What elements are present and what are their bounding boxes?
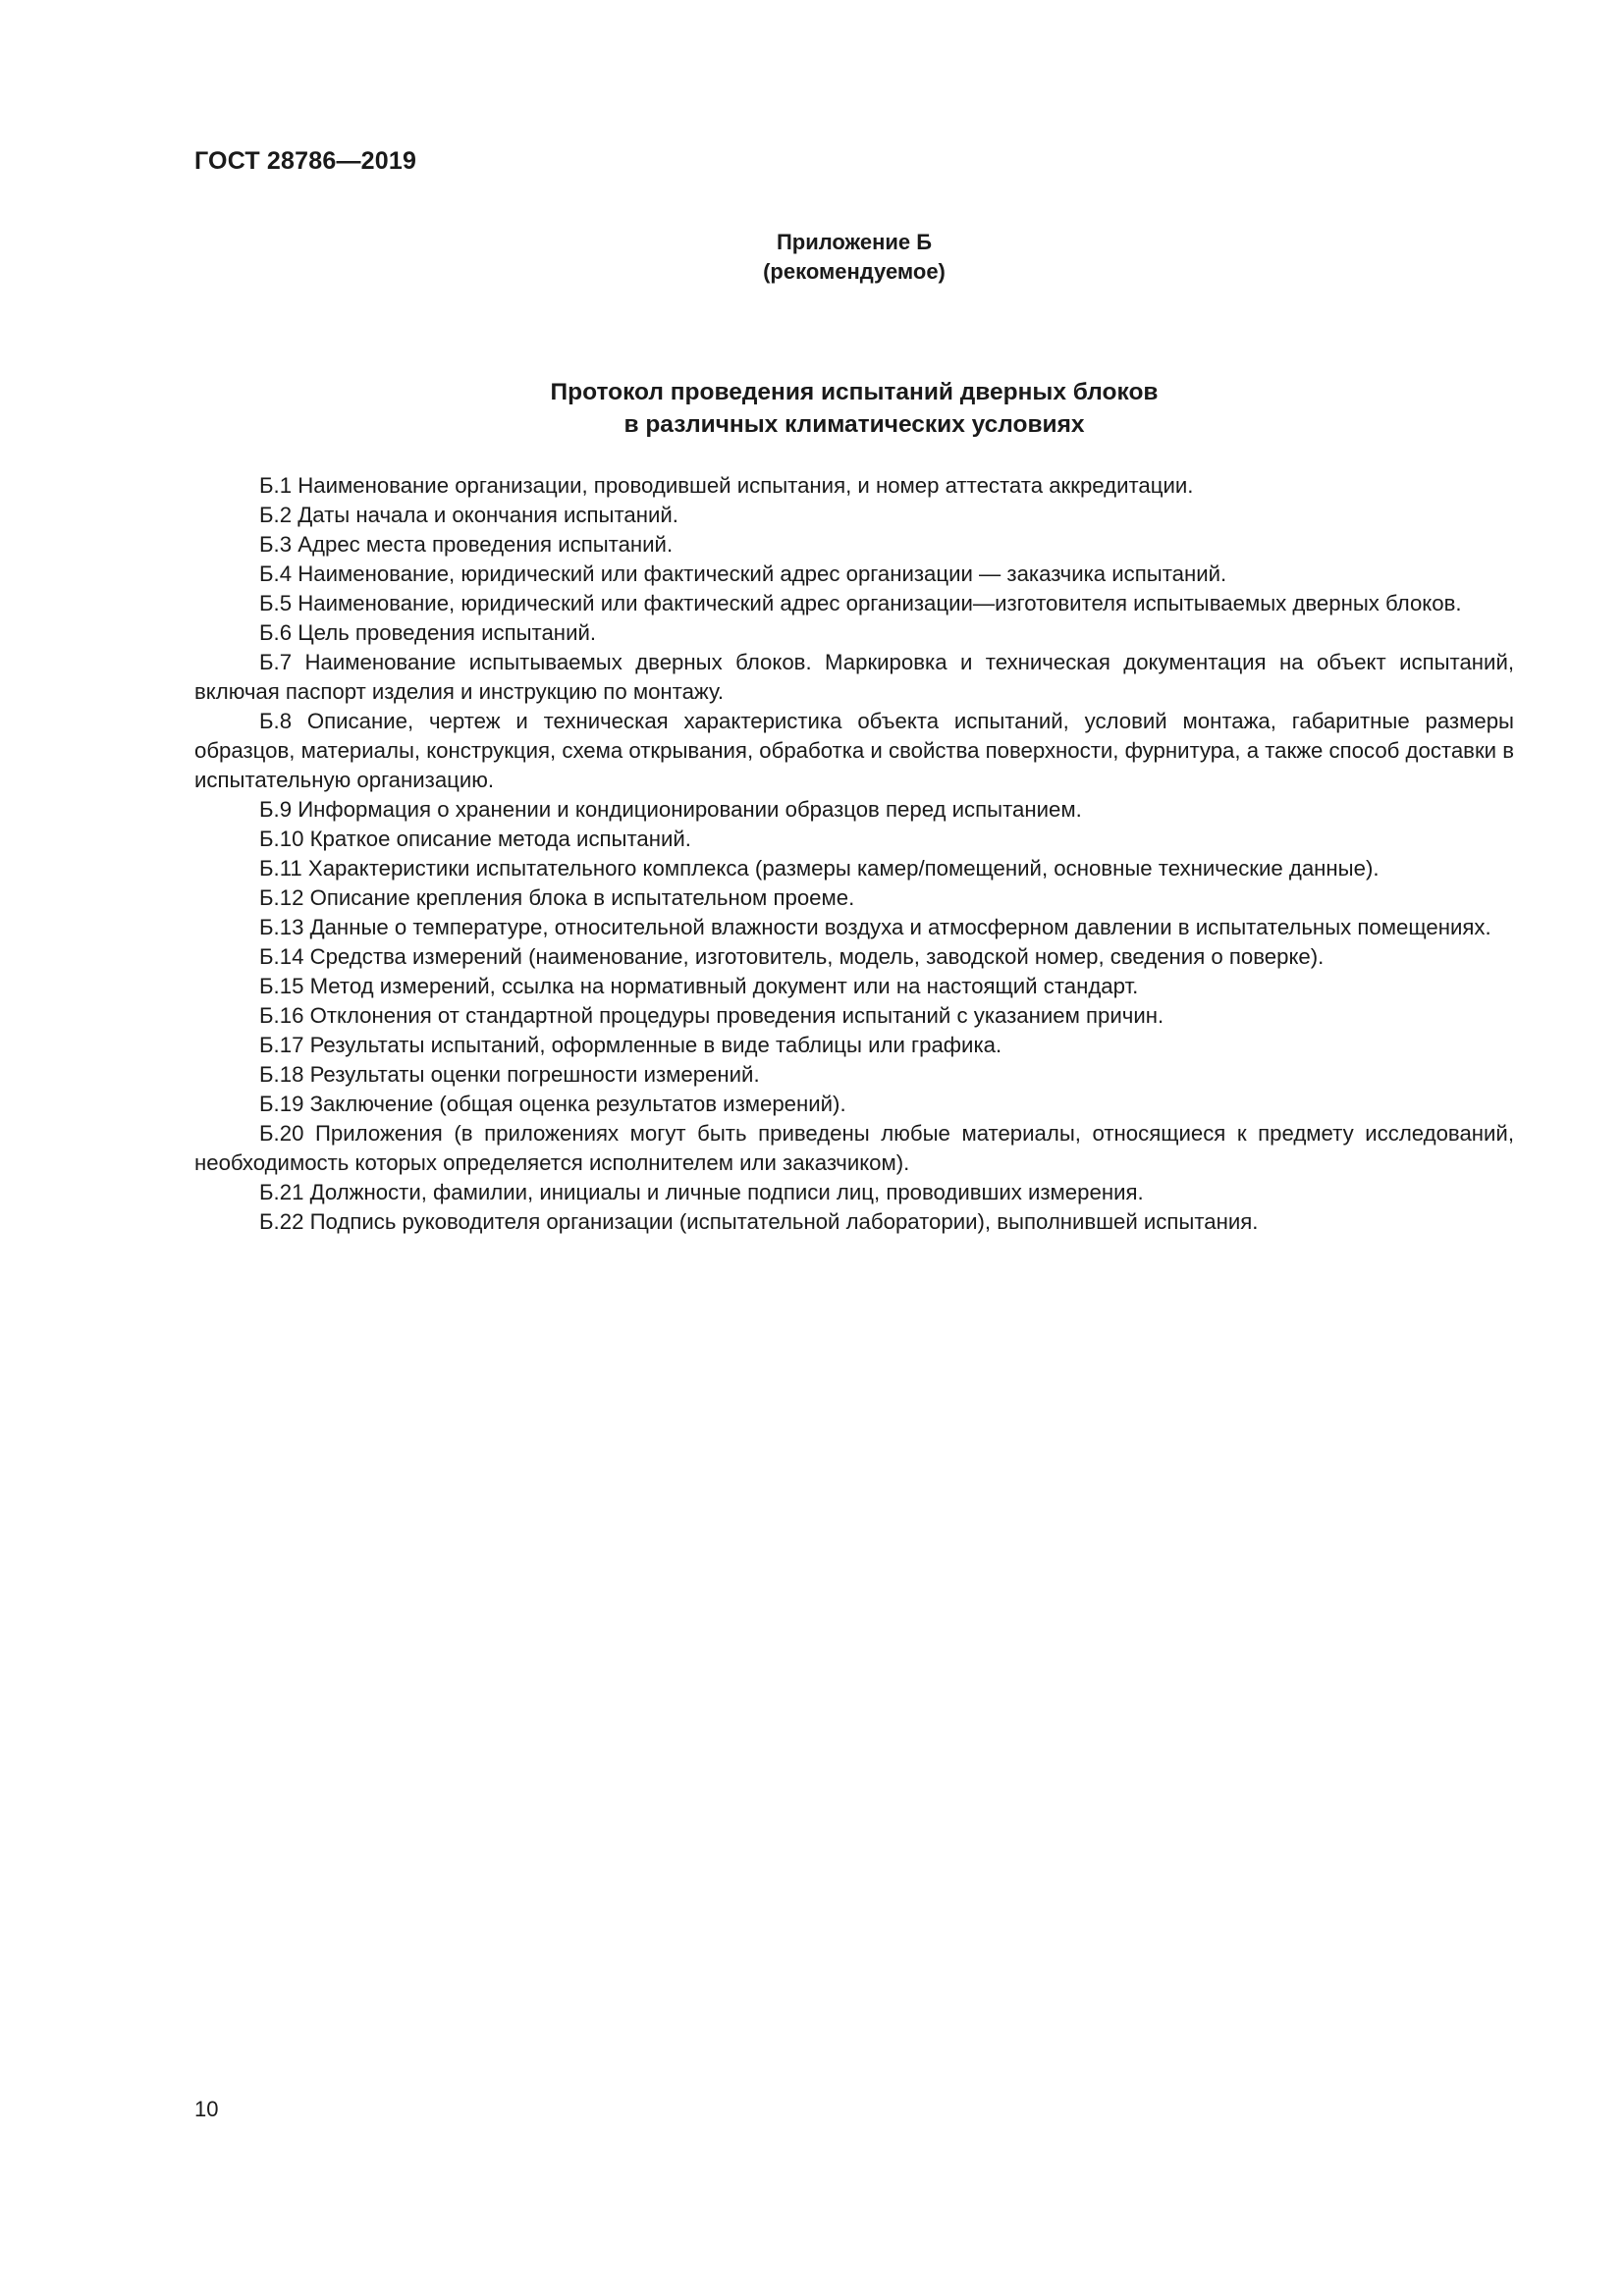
protocol-item: Б.12 Описание крепления блока в испытательном проеме. bbox=[259, 885, 855, 910]
appendix-heading bbox=[194, 228, 1514, 287]
protocol-item: Б.19 Заключение (общая оценка результатов измерений). bbox=[259, 1092, 846, 1116]
protocol-item: Б.18 Результаты оценки погрешности измерений. bbox=[259, 1062, 760, 1087]
protocol-item: Б.22 Подпись руководителя организации (испытательной лаборатории), выполнившей испытания. bbox=[259, 1209, 1259, 1234]
protocol-item: Б.17 Результаты испытаний, оформленные в виде таблицы или графика. bbox=[259, 1033, 1002, 1057]
protocol-item: Б.3 Адрес места проведения испытаний. bbox=[259, 532, 674, 557]
protocol-item: Б.21 Должности, фамилии, инициалы и личные подписи лиц, проводивших измерения. bbox=[259, 1180, 1144, 1204]
protocol-item: Б.9 Информация о хранении и кондиционировании образцов перед испытанием. bbox=[259, 797, 1082, 822]
appendix-label: Приложение Б bbox=[776, 230, 933, 254]
protocol-item: Б.8 Описание, чертеж и техническая характеристика объекта испытаний, условий монтажа, габаритные размеры образцов, материалы, конструкция, схема открывания, обработка и свойства поверхности, фурнитура, а также способ доставки в испытательную организацию. bbox=[194, 709, 1515, 792]
protocol-item: Б.1 Наименование организации, проводившей испытания, и номер аттестата аккредитации. bbox=[259, 473, 1194, 498]
protocol-item: Б.20 Приложения (в приложениях могут быть приведены любые материалы, относящиеся к предмету исследований, необходимость которых определяется исполнителем или заказчиком). bbox=[194, 1121, 1514, 1175]
protocol-item: Б.14 Средства измерений (наименование, изготовитель, модель, заводской номер, сведения о поверке). bbox=[259, 944, 1325, 969]
protocol-item: Б.10 Краткое описание метода испытаний. bbox=[259, 827, 691, 851]
appendix-status: (рекомендуемое) bbox=[763, 259, 946, 284]
protocol-title bbox=[194, 376, 1514, 441]
protocol-items-list bbox=[194, 471, 1514, 1237]
protocol-item: Б.7 Наименование испытываемых дверных блоков. Маркировка и техническая документация на объект испытаний, включая паспорт изделия и инструкцию по монтажу. bbox=[194, 650, 1514, 704]
protocol-item: Б.11 Характеристики испытательного комплекса (размеры камер/помещений, основные технические данные). bbox=[259, 856, 1380, 881]
protocol-item: Б.2 Даты начала и окончания испытаний. bbox=[259, 503, 678, 527]
protocol-title-line-2: в различных климатических условиях bbox=[623, 411, 1085, 438]
protocol-item: Б.13 Данные о температуре, относительной влажности воздуха и атмосферном давлении в испытательных помещениях. bbox=[259, 915, 1491, 939]
document-code: ГОСТ 28786—2019 bbox=[194, 147, 417, 175]
protocol-item: Б.16 Отклонения от стандартной процедуры проведения испытаний с указанием причин. bbox=[259, 1003, 1164, 1028]
protocol-title-line-1: Протокол проведения испытаний дверных блоков bbox=[550, 379, 1159, 405]
page-number: 10 bbox=[194, 2097, 219, 2121]
protocol-item: Б.6 Цель проведения испытаний. bbox=[259, 620, 597, 645]
protocol-item: Б.4 Наименование, юридический или фактический адрес организации — заказчика испытаний. bbox=[259, 561, 1227, 586]
protocol-item: Б.5 Наименование, юридический или фактический адрес организации—изготовителя испытываемых дверных блоков. bbox=[259, 591, 1462, 615]
protocol-item: Б.15 Метод измерений, ссылка на нормативный документ или на настоящий стандарт. bbox=[259, 974, 1139, 998]
